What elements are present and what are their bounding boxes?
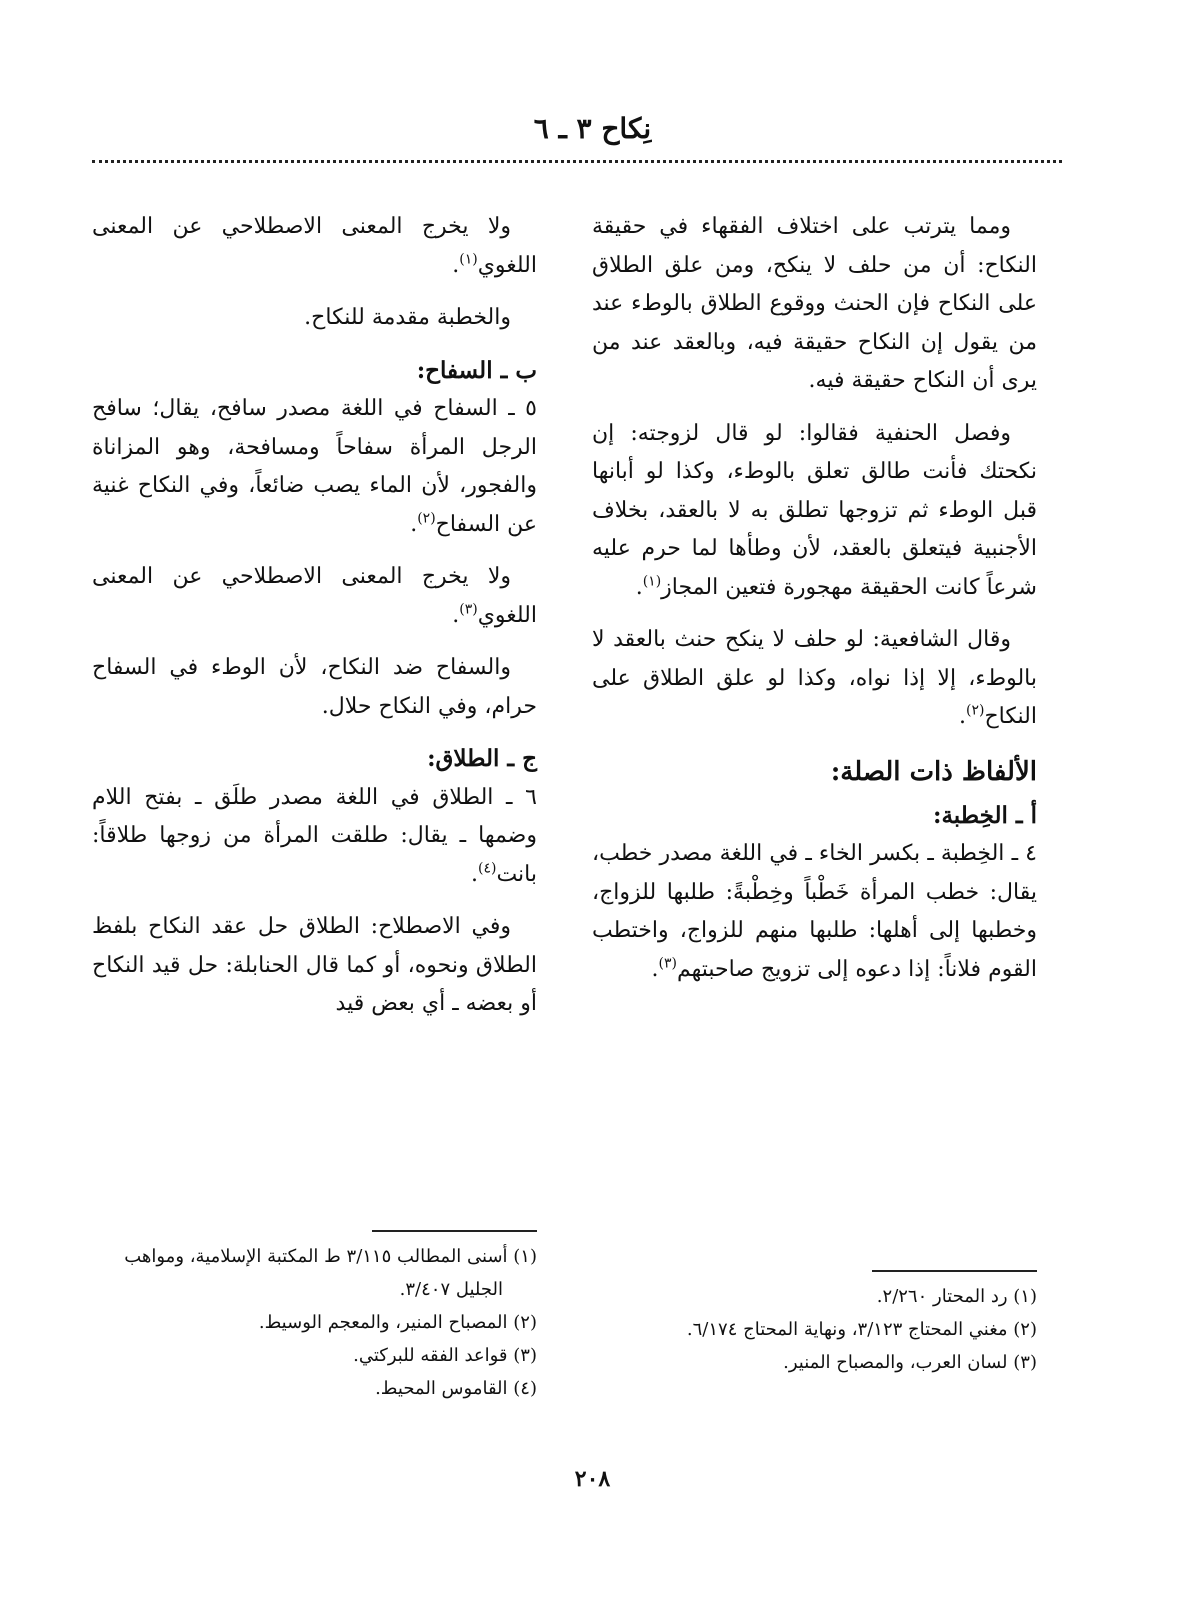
footnote-ref: (١) [642, 573, 662, 590]
subsection-heading: ب ـ السفاح: [416, 356, 537, 384]
paragraph: ومما يترتب على اختلاف الفقهاء في حقيقة النكاح: أن من حلف لا ينكح، ومن علق الطلاق على النكاح فإن الحنث ووقوع الطلاق بالوطء عند من يقول إن النكاح حقيقة فيه، وبالعقد عند من يرى أن النكاح حقيقة فيه. [592, 214, 1037, 393]
footnote: (٢) مغني المحتاج ٣/١٢٣، ونهاية المحتاج ٦/١٧٤. [686, 1319, 1037, 1340]
section-heading: الألفاظ ذات الصلة: [830, 756, 1037, 787]
footnote-ref: (٢) [417, 510, 436, 527]
footnote-ref: (٤) [477, 860, 497, 877]
footnote: (٢) المصباح المنير، والمعجم الوسيط. [258, 1312, 537, 1333]
footnote: (١) أسنى المطالب ٣/١١٥ ط المكتبة الإسلامية، ومواهب الجليل ٣/٤٠٧. [124, 1246, 537, 1300]
left-column [92, 208, 537, 1038]
paragraph: ٤ ـ الخِطبة ـ بكسر الخاء ـ في اللغة مصدر خطب، يقال: خطب المرأة خَطْباً وخِطْبةً: طلبها للزواج، وخطبها إلى أهلها: طلبها منهم للزواج، واختطب القوم فلاناً: إذا دعوه إلى تزويج صاحبتهم$^{(٣)}$. [592, 841, 1037, 982]
running-header: نِكاح ٣ ـ ٦ [533, 112, 652, 145]
subsection-heading: ج ـ الطلاق: [427, 745, 537, 772]
footnote: (١) رد المحتار ٢/٢٦٠. [876, 1286, 1037, 1307]
header-dotted-rule [92, 160, 1062, 163]
footnote-rule [872, 1270, 1037, 1272]
paragraph: ولا يخرج المعنى الاصطلاحي عن المعنى اللغوي$^{(٣)}$. [92, 564, 537, 628]
right-column [592, 208, 1037, 1003]
footnotes-left [92, 1230, 537, 1405]
footnote-ref: (١) [459, 251, 478, 268]
paragraph: وفصل الحنفية فقالوا: لو قال لزوجته: إن نكحتك فأنت طالق تعلق بالوطء، وكذا لو أبانها قبل الوطء ثم تزوجها تطلق به لا بالعقد، بخلاف الأجنبية فيتعلق بالعقد، لأن وطأها لما حرم عليه شرعاً كانت الحقيقة مهجورة فتعين المجاز$^{(١)}$. [592, 420, 1037, 600]
paragraph: والسفاح ضد النكاح، لأن الوطء في السفاح حرام، وفي النكاح حلال. [92, 655, 537, 719]
footnote-rule [372, 1230, 537, 1232]
paragraph: ولا يخرج المعنى الاصطلاحي عن المعنى اللغوي$^{(١)}$. [92, 214, 537, 278]
footnote: (٣) لسان العرب، والمصباح المنير. [783, 1352, 1037, 1373]
footnote: (٣) قواعد الفقه للبركتي. [353, 1345, 537, 1366]
footnotes-right [592, 1270, 1037, 1379]
footnote: (٤) القاموس المحيط. [375, 1378, 537, 1399]
footnote-ref: (٣) [459, 601, 478, 618]
paragraph: والخطبة مقدمة للنكاح. [304, 305, 511, 330]
subsection-heading: أ ـ الخِطبة: [932, 801, 1037, 829]
footnote-ref: (٢) [966, 702, 985, 719]
paragraph: ٥ ـ السفاح في اللغة مصدر سافح، يقال؛ سافح الرجل المرأة سفاحاً ومسافحة، وهو المزاناة والفجور، لأن الماء يصب ضائعاً، وفي النكاح غنية عن السفاح$^{(٢)}$. [92, 396, 537, 537]
paragraph: ٦ ـ الطلاق في اللغة مصدر طلَق ـ بفتح اللام وضمها ـ يقال: طلقت المرأة من زوجها طلاقاً: بانت$^{(٤)}$. [92, 784, 537, 887]
page-number: ٢٠٨ [574, 1466, 611, 1492]
paragraph: وقال الشافعية: لو حلف لا ينكح حنث بالعقد لا بالوطء، إلا إذا نواه، وكذا لو علق الطلاق على النكاح$^{(٢)}$. [592, 627, 1037, 729]
paragraph: وفي الاصطلاح: الطلاق حل عقد النكاح بلفظ الطلاق ونحوه، أو كما قال الحنابلة: حل قيد النكاح أو بعضه ـ أي بعض قيد [92, 914, 537, 1016]
footnote-ref: (٣) [658, 955, 677, 972]
